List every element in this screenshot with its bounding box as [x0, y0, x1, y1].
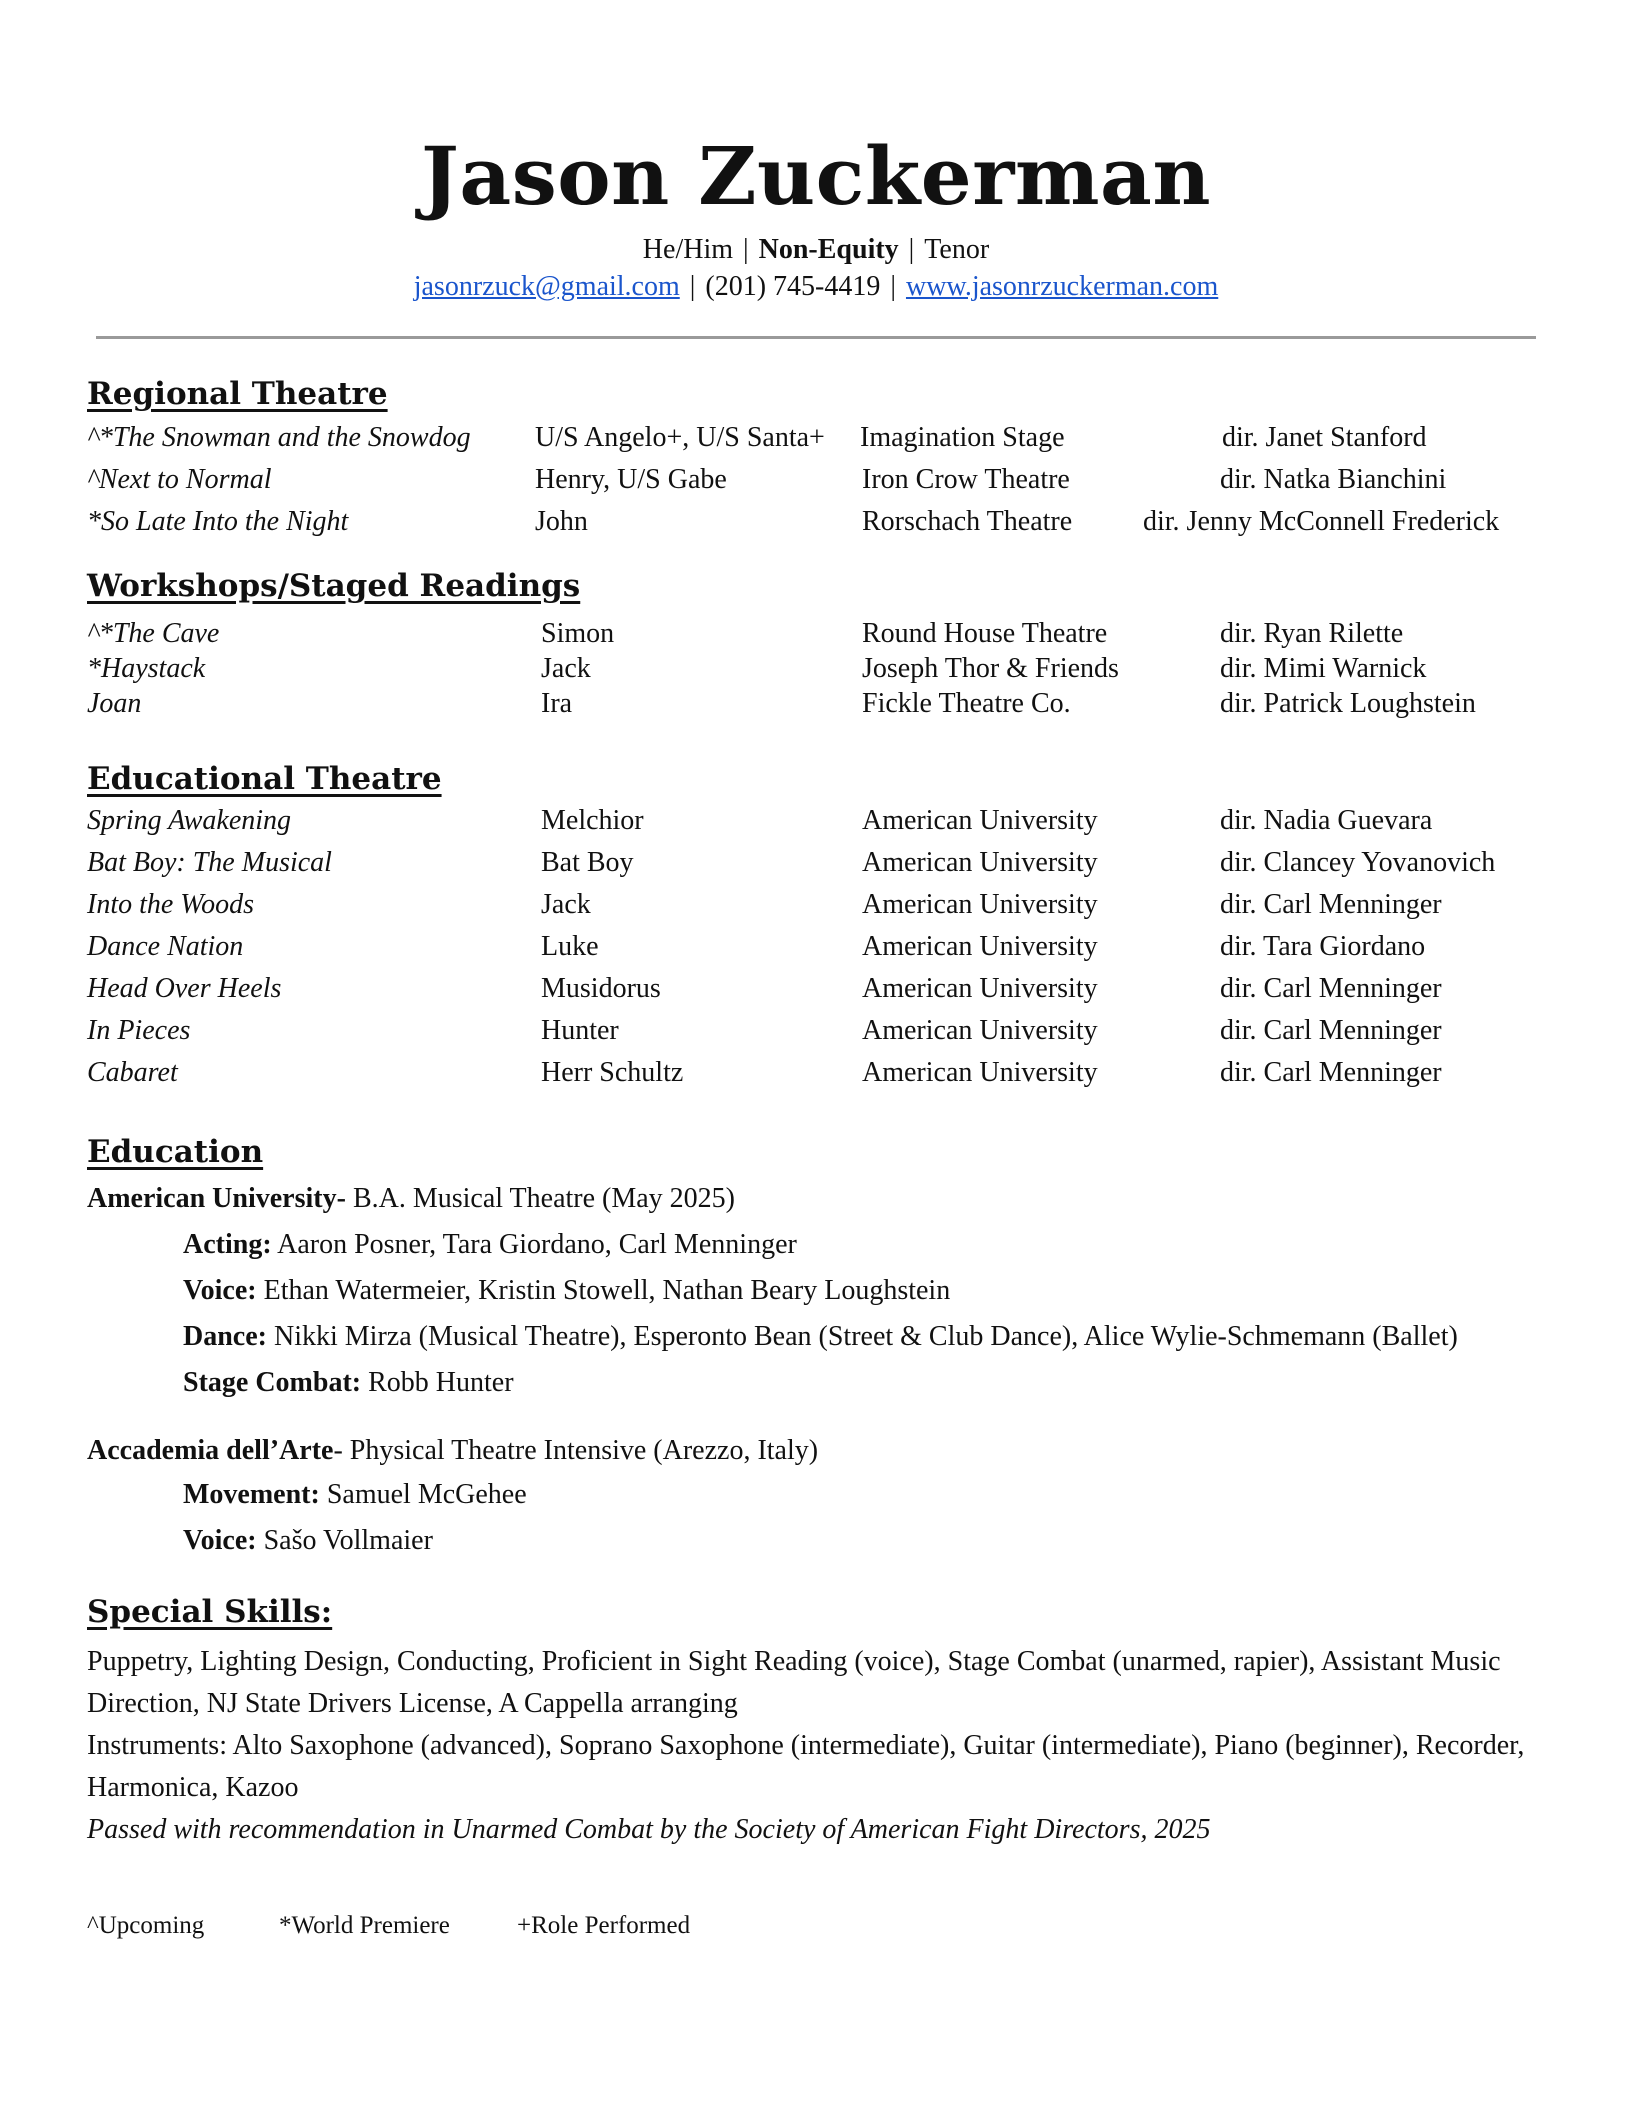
director: dir. Patrick Loughstein — [1220, 688, 1476, 719]
credit-row — [0, 886, 1632, 924]
school-degree: B.A. Musical Theatre (May 2025) — [345, 1183, 735, 1214]
legend-world-premiere: *World Premiere — [279, 1912, 450, 1939]
show-title: Cabaret — [87, 1057, 178, 1088]
credit-row — [0, 1054, 1632, 1092]
training-value: Aaron Posner, Tara Giordano, Carl Menninger — [271, 1229, 797, 1260]
email-link[interactable]: jasonrzuck@gmail.com — [413, 271, 680, 302]
credit-row — [0, 461, 1632, 499]
director: dir. Clancey Yovanovich — [1220, 847, 1496, 878]
show-title: In Pieces — [87, 1015, 191, 1046]
director: dir. Nadia Guevara — [1220, 805, 1433, 836]
phone-number: (201) 745-4419 — [705, 271, 881, 302]
director: dir. Natka Bianchini — [1220, 464, 1447, 495]
show-title: Into the Woods — [87, 889, 254, 920]
role: Luke — [541, 931, 599, 962]
credit-row — [0, 844, 1632, 882]
training-item — [183, 1476, 527, 1514]
credit-row — [0, 685, 1632, 723]
union-status: Non-Equity — [758, 234, 899, 265]
role: Simon — [541, 618, 615, 649]
director: dir. Carl Menninger — [1220, 889, 1442, 920]
section-heading-regional: Regional Theatre — [87, 376, 388, 412]
section-heading-education: Education — [87, 1134, 264, 1170]
credit-row — [0, 419, 1632, 457]
training-label: Dance: — [183, 1321, 267, 1352]
show-title: Dance Nation — [87, 931, 244, 962]
director: dir. Mimi Warnick — [1220, 653, 1427, 684]
credit-row — [0, 802, 1632, 840]
school-name: American University- — [87, 1183, 346, 1214]
venue: Round House Theatre — [862, 618, 1108, 649]
role: Bat Boy — [541, 847, 634, 878]
pronouns: He/Him — [642, 234, 734, 265]
school-degree: - Physical Theatre Intensive (Arezzo, Italy) — [333, 1435, 819, 1466]
personal-info-line — [0, 233, 1632, 267]
training-label: Voice: — [183, 1525, 257, 1556]
role: Hunter — [541, 1015, 619, 1046]
show-title: ^*The Snowman and the Snowdog — [87, 422, 471, 453]
legend-upcoming: ^Upcoming — [87, 1912, 205, 1939]
separator: | — [908, 234, 915, 265]
show-title: *Haystack — [87, 653, 206, 684]
credit-row — [0, 615, 1632, 653]
role: Jack — [541, 889, 591, 920]
contact-line — [0, 270, 1632, 304]
role: Melchior — [541, 805, 644, 836]
school-accademia — [87, 1432, 818, 1470]
venue: American University — [862, 1015, 1098, 1046]
skills-list: Puppetry, Lighting Design, Conducting, Proficient in Sight Reading (voice), Stage Combat (unarmed, rapier), Assistant Music Direction, NJ State Drivers License, A Cappella arranging — [87, 1646, 1501, 1719]
instruments-list: Instruments: Alto Saxophone (advanced), Soprano Saxophone (intermediate), Guitar (intermediate), Piano (beginner), Recorder, Harmonica, Kazoo — [87, 1730, 1525, 1803]
venue: American University — [862, 847, 1098, 878]
role: Ira — [541, 688, 573, 719]
school-american-university — [87, 1180, 735, 1218]
director: dir. Janet Stanford — [1222, 422, 1427, 453]
director: dir. Carl Menninger — [1220, 973, 1442, 1004]
training-label: Stage Combat: — [183, 1367, 362, 1398]
venue: Fickle Theatre Co. — [862, 688, 1071, 719]
training-label: Acting: — [183, 1229, 272, 1260]
training-value: Samuel McGehee — [319, 1479, 527, 1510]
combat-certification: Passed with recommendation in Unarmed Combat by the Society of American Fight Directors, 2025 — [87, 1814, 1211, 1845]
training-label: Movement: — [183, 1479, 320, 1510]
director: dir. Carl Menninger — [1220, 1015, 1442, 1046]
training-item — [183, 1226, 797, 1264]
training-item — [183, 1318, 1458, 1356]
separator: | — [890, 271, 896, 302]
training-value: Ethan Watermeier, Kristin Stowell, Nathan Beary Loughstein — [256, 1275, 951, 1306]
director: dir. Carl Menninger — [1220, 1057, 1442, 1088]
credit-row — [0, 970, 1632, 1008]
venue: American University — [862, 973, 1098, 1004]
school-name: Accademia dell’Arte — [87, 1435, 334, 1466]
website-link[interactable]: www.jasonrzuckerman.com — [905, 271, 1219, 302]
director: dir. Ryan Rilette — [1220, 618, 1404, 649]
training-value: Sašo Vollmaier — [256, 1525, 433, 1556]
section-heading-workshops: Workshops/Staged Readings — [87, 568, 581, 604]
role: Henry, U/S Gabe — [535, 464, 727, 495]
show-title: Head Over Heels — [87, 973, 282, 1004]
section-heading-educational: Educational Theatre — [87, 761, 442, 797]
show-title: ^*The Cave — [87, 618, 220, 649]
separator: | — [689, 271, 696, 302]
training-item — [183, 1522, 433, 1560]
header-divider — [96, 336, 1536, 339]
venue: Joseph Thor & Friends — [862, 653, 1119, 684]
venue: Imagination Stage — [860, 422, 1065, 453]
credit-row — [0, 503, 1632, 541]
skills-text — [87, 1641, 1527, 1851]
training-label: Voice: — [183, 1275, 257, 1306]
role: Herr Schultz — [541, 1057, 684, 1088]
role: Jack — [541, 653, 591, 684]
show-title: Bat Boy: The Musical — [87, 847, 332, 878]
role: Musidorus — [541, 973, 661, 1004]
show-title: *So Late Into the Night — [87, 506, 349, 537]
section-heading-skills: Special Skills: — [87, 1594, 333, 1630]
role: U/S Angelo+, U/S Santa+ — [535, 422, 825, 453]
training-value: Robb Hunter — [361, 1367, 514, 1398]
credit-row — [0, 1012, 1632, 1050]
venue: American University — [862, 805, 1098, 836]
separator: | — [743, 234, 749, 265]
show-title: ^Next to Normal — [87, 464, 272, 495]
training-item — [183, 1272, 950, 1310]
venue: American University — [862, 889, 1098, 920]
venue: American University — [862, 1057, 1098, 1088]
show-title: Spring Awakening — [87, 805, 292, 836]
applicant-name: Jason Zuckerman — [421, 129, 1211, 223]
credit-row — [0, 650, 1632, 688]
training-item — [183, 1364, 514, 1402]
venue: American University — [862, 931, 1098, 962]
show-title: Joan — [87, 688, 142, 719]
venue: Iron Crow Theatre — [862, 464, 1070, 495]
venue: Rorschach Theatre — [862, 506, 1073, 537]
role: John — [535, 506, 588, 537]
legend-role-performed: +Role Performed — [517, 1912, 691, 1939]
training-value: Nikki Mirza (Musical Theatre), Esperonto Bean (Street & Club Dance), Alice Wylie-Schmemann (Ballet) — [266, 1321, 1458, 1352]
voice-type: Tenor — [924, 234, 990, 265]
credit-row — [0, 928, 1632, 966]
director: dir. Jenny McConnell Frederick — [1143, 506, 1500, 537]
director: dir. Tara Giordano — [1220, 931, 1426, 962]
